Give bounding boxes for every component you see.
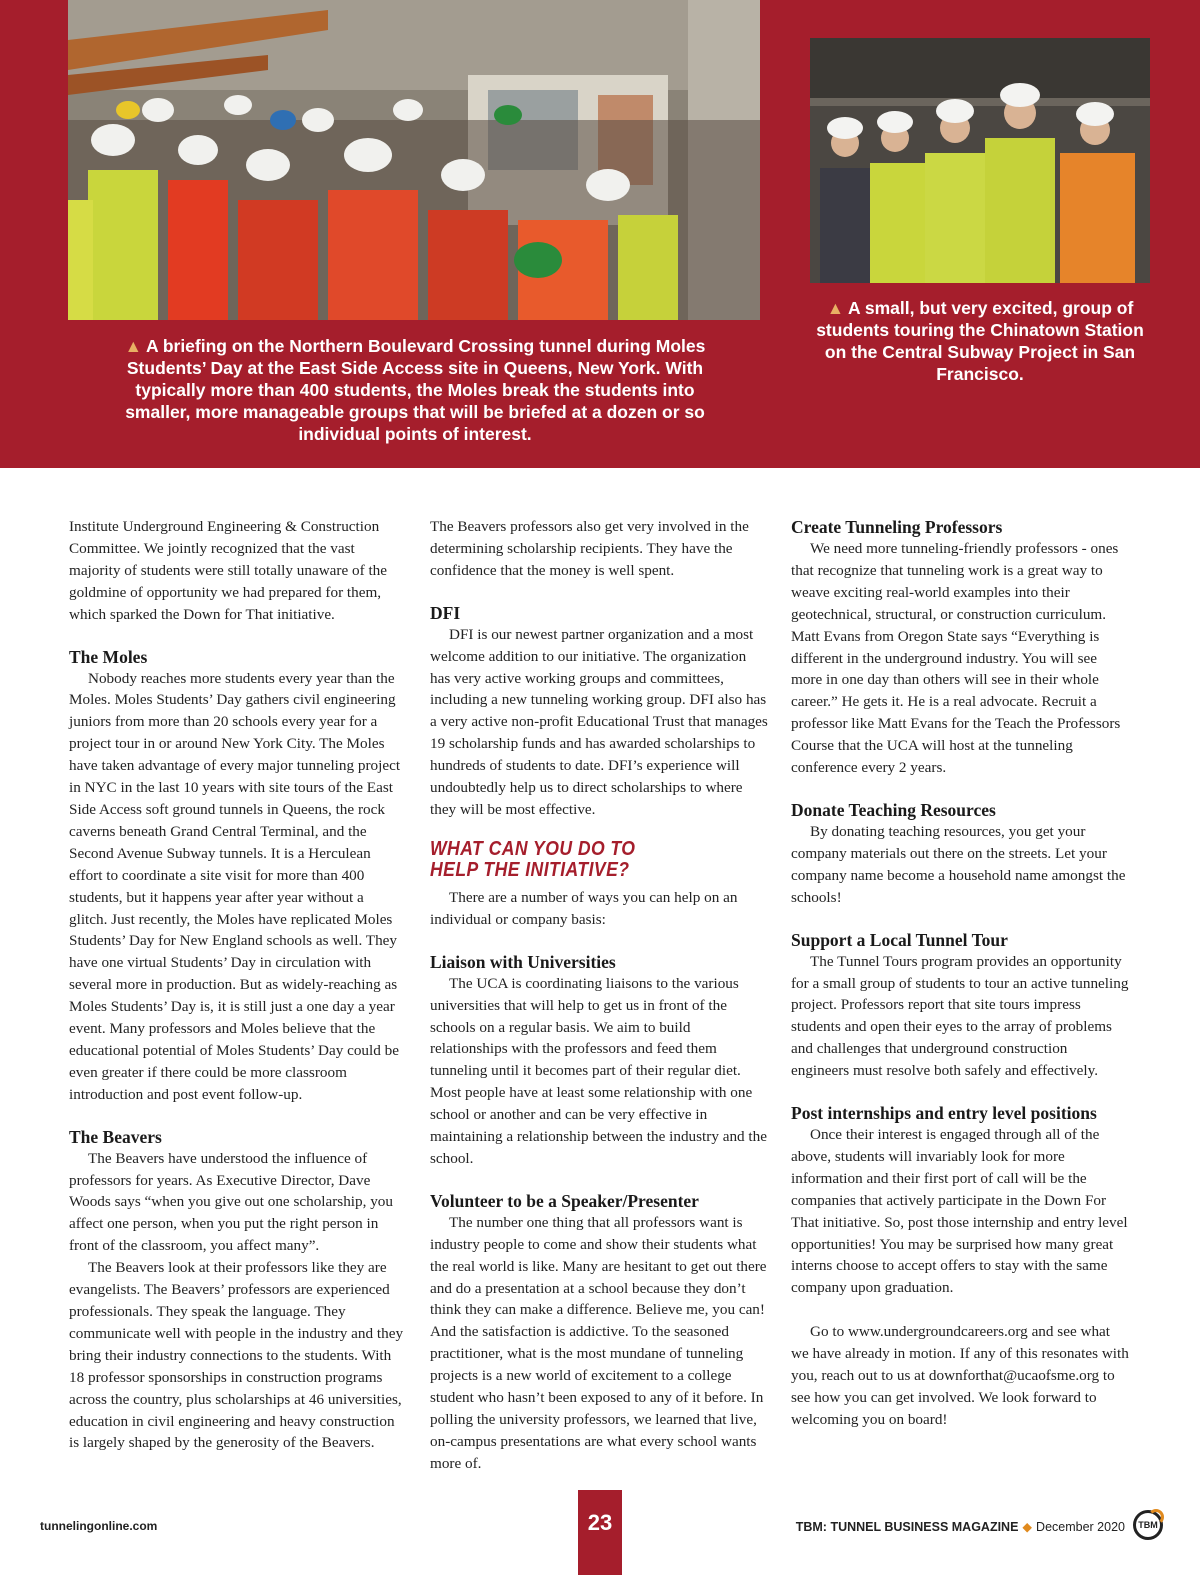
paragraph: The number one thing that all professors want is industry people to come and show their students what the real world is like. Many are hesitant to get out there and do a presentation at a school because they don’t think they can make a difference. Believe me, you can! And the satisfaction is addictive. To the seasoned practitioner, what is the most mundane of tunneling projects is a new world of excitement to a college student who hasn’t been exposed to any of it before. In polling the university professors, we learned that live, on-campus presentations are what every school wants more of. (430, 1213, 767, 1472)
section-heading-beavers: The Beavers (69, 1126, 162, 1147)
paragraph: There are a number of ways you can help on an individual or company basis: (430, 888, 738, 928)
paragraph: The Beavers have understood the influence of professors for years. As Executive Director, Dave Woods says “when you give out one scholarship, you affect one person, when you put the right person in front of the classroom, you affect many”. (69, 1149, 393, 1255)
footer-website: tunnelingonline.com (40, 1519, 158, 1533)
caption-text: A small, but very excited, group of students touring the Chinatown Station on the Central Subway Project in San Francisco. (816, 298, 1144, 384)
section-heading-dfi: DFI (430, 602, 461, 623)
caption-marker-icon: ▲ (826, 298, 845, 318)
paragraph: We need more tunneling-friendly professors - ones that recognize that tunneling work is a great way to weave exciting real-world examples into their geotechnical, structural, or construction curriculum. Matt Evans from Oregon State says “Everything is different in the underground industry. You will see more in one day than others will see in their whole career.” He gets it. He is a real advocate. Recruit a professor like Matt Evans for the Teach the Professors Course that the UCA will host at the tunneling conference every 2 years. (791, 540, 1121, 777)
paragraph: DFI is our newest partner organization and a most welcome addition to our initiative. The organization has very active working groups and committees, including a new tunneling working group. DFI also has a very active non-profit Educational Trust that manages 19 scholarship funds and has awarded scholarships to hundreds of students to date. DFI’s experience will undoubtedly help us to direct scholarships to where they will be most effective. (430, 625, 768, 818)
closing-paragraph: Go to www.undergroundcareers.org and see what we have already in motion. If any of this resonates with you, reach out to us at downforthat@ucaofsme.org to see how you can get involved. We look forward to welcoming you on board! (791, 1323, 1129, 1428)
section-heading-moles: The Moles (69, 646, 148, 667)
article-column-1 (69, 516, 405, 1454)
paragraph: The Beavers look at their professors like they are evangelists. The Beavers’ professors are experienced professionals. They speak the language. They communicate well with people in the industry and they bring their industry connections to the students. With 18 professor sponsorships in construction programs across the country, plus scholarships at 46 universities, education in civil engineering and heavy construction is largely shaped by the generosity of the Beavers. (69, 1259, 404, 1452)
section-heading-volunteer: Volunteer to be a Speaker/Presenter (430, 1190, 699, 1211)
article-column-3 (791, 516, 1129, 1431)
feature-heading-what-can-you-do: WHAT CAN YOU DO TO HELP THE INITIATIVE? (430, 837, 636, 881)
paragraph: The UCA is coordinating liaisons to the various universities that will help to get us in front of the schools on a regular basis. We aim to build relationships with the professors and feed them tunneling until it becomes part of their regular diet. Most people have at least some relationship with one school or another and can be very effective in maintaining a relationship between the industry and the school. (430, 974, 767, 1167)
tbm-logo: TBM (1133, 1510, 1163, 1540)
briefing-photo-caption (105, 335, 725, 445)
caption-text: A briefing on the Northern Boulevard Crossing tunnel during Moles Students’ Day at the East Side Access site in Queens, New York. With typically more than 400 students, the Moles break the students into smaller, more manageable groups that will be briefed at a dozen or so individual points of interest. (125, 336, 706, 444)
diamond-separator-icon: ◆ (1022, 1520, 1033, 1534)
paragraph: Nobody reaches more students every year than the Moles. Moles Students’ Day gathers civil engineering juniors from more than 20 schools every year for a project tour in or around New York City. The Moles have taken advantage of every major tunneling project in NYC in the last 10 years with site tours of the East Side Access soft ground tunnels in Queens, the rock caverns beneath Grand Central Terminal, and the Second Avenue Subway tunnels. It is a Herculean effort to coordinate a site visit for more than 400 students, but it happens year after year without a glitch. Just recently, the Moles have replicated Moles Students’ Day for New England schools as well. They have one virtual Students’ Day in circulation with several more in production. But as widely-reaching as Moles Students’ Day is, it is still just a one day a year event. Many professors and Moles believe that the educational potential of Moles Students’ Day could be even greater if there could be more classroom introduction and post event follow-up. (69, 669, 401, 1103)
paragraph: The Tunnel Tours program provides an opportunity for a small group of students to tour an active tunneling project. Professors report that site tours impress students and open their eyes to the array of problems and challenges that underground construction engineers must resolve both safely and effectively. (791, 952, 1129, 1080)
paragraph: Once their interest is engaged through all of the above, students will invariably look for more information and their first port of call will be the companies that actively participate in the Down For That initiative. So, post those internship and entry level opportunities! You may be surprised how many great interns choose to accept offers to stay with the same company upon graduation. (791, 1126, 1128, 1297)
section-heading-support-tour: Support a Local Tunnel Tour (791, 929, 1008, 950)
magazine-name: TBM: TUNNEL BUSINESS MAGAZINE (795, 1520, 1019, 1534)
section-heading-post-internships: Post internships and entry level positions (791, 1103, 1097, 1124)
students-group-photo (810, 38, 1150, 283)
paragraph-gap (791, 1299, 1129, 1321)
page-number: 23 (578, 1490, 622, 1575)
briefing-photo (68, 0, 760, 320)
paragraph: The Beavers professors also get very involved in the determining scholarship recipients. They have the confidence that the money is well spent. (430, 518, 749, 579)
article-column-2 (430, 516, 768, 1475)
students-photo-caption (815, 297, 1145, 385)
paragraph: Institute Underground Engineering & Construction Committee. We jointly recognized that the vast majority of students were still totally unaware of the goldmine of opportunity we had prepared for them, which sparked the Down for That initiative. (69, 518, 388, 623)
section-heading-liaison: Liaison with Universities (430, 951, 616, 972)
caption-marker-icon: ▲ (124, 336, 142, 356)
issue-date: December 2020 (1036, 1520, 1125, 1534)
section-heading-create-professors: Create Tunneling Professors (791, 517, 1003, 537)
footer-magazine-info (796, 1519, 1125, 1534)
paragraph: By donating teaching resources, you get your company materials out there on the streets. Let your company name become a household name amongst the schools! (791, 822, 1126, 906)
section-heading-donate: Donate Teaching Resources (791, 799, 996, 820)
